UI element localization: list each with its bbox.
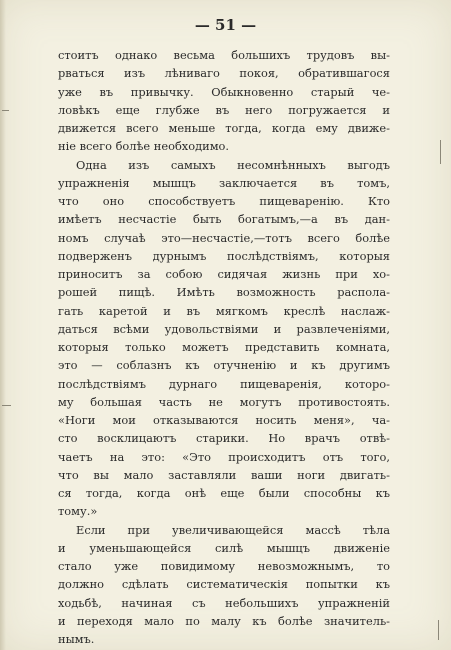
text-line: рваться изъ лѣниваго покоя, обратившагося [58, 66, 390, 81]
text-line: сто восклицаютъ старики. Но врачъ отвѣ- [58, 431, 390, 446]
text-line: тому.» [58, 504, 98, 519]
text-line: имѣетъ несчастiе быть богатымъ,—а въ дан- [58, 212, 390, 227]
text-line: ходьбѣ, начиная съ небольшихъ упражненiй [58, 595, 390, 610]
text-line: нымъ. [58, 632, 95, 646]
text-line: номъ случаѣ это—несчастiе,—тотъ всего болѣе [58, 230, 390, 245]
page-edge-shadow [0, 0, 6, 650]
text-line: послѣдствiямъ дурнаго пищеваренiя, которо- [58, 376, 390, 391]
text-line: гать каретой и въ мягкомъ креслѣ наслаж- [58, 303, 390, 318]
text-line: движется всего меньше тогда, когда ему движе- [58, 121, 390, 135]
text-line: рошей пищѣ. Имѣть возможность распола- [58, 285, 390, 300]
text-line: нiе всего болѣе необходимо. [58, 139, 230, 154]
text-line: уже въ привычку. Обыкновенно старый че- [58, 84, 390, 99]
text-line: даться всѣми удовольствiями и развлеченiями, [58, 321, 390, 336]
text-line: упражненiя мышцъ заключается въ томъ, [58, 175, 390, 190]
text-line: что вы мало заставляли ваши ноги двигать- [58, 467, 390, 482]
text-line: что оно способствуетъ пищеваренiю. Кто [58, 194, 390, 208]
page-number: — 51 — [194, 16, 257, 34]
text-line: Одна изъ самыхъ несомнѣнныхъ выгодъ [76, 157, 390, 172]
margin-mark [2, 110, 9, 111]
text-line: и переходя мало по малу къ болѣе значитель- [58, 613, 390, 628]
text-line: которыя только можетъ представить комната, [58, 340, 390, 354]
margin-mark [438, 620, 439, 640]
text-line: приноситъ за собою сидячая жизнь при хо- [58, 267, 390, 281]
text-line: ловѣкъ еще глубже въ него погружается и [58, 102, 390, 117]
body-text [58, 46, 390, 648]
text-line: должно сдѣлать систематическiя попытки къ [58, 577, 390, 592]
margin-mark [2, 405, 11, 406]
text-line: стоитъ однако весьма большихъ трудовъ вы- [58, 48, 390, 62]
text-line: ся тогда, когда онѣ еще были способны къ [58, 486, 390, 500]
text-line: подверженъ дурнымъ послѣдствiямъ, которыя [58, 248, 390, 263]
margin-mark [440, 140, 441, 164]
text-line: «Ноги мои отказываются носить меня», ча- [58, 413, 390, 427]
text-line: это — соблазнъ къ отучненiю и къ другимъ [58, 358, 390, 373]
text-line: и уменьшающейся силѣ мышцъ движенiе [58, 540, 390, 555]
text-line: му большая часть не могутъ противостоять. [58, 394, 390, 409]
text-line: Если при увеличивающейся массѣ тѣла [76, 522, 390, 537]
text-line: стало уже повидимому невозможнымъ, то [58, 559, 390, 573]
text-line: чаетъ на это: «Это происходитъ отъ того, [58, 449, 390, 464]
